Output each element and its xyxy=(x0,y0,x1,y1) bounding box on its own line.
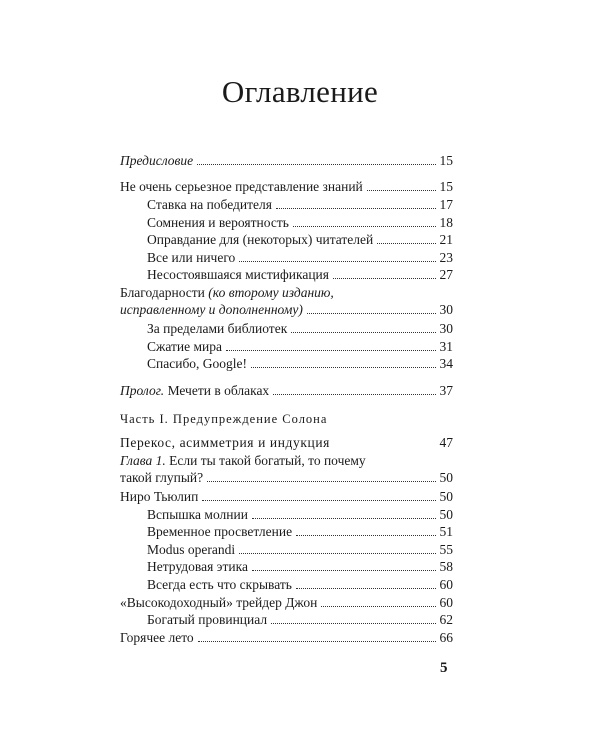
toc-page: 60 xyxy=(439,577,453,592)
toc-entry-google[interactable] xyxy=(147,355,453,372)
toc-label: Modus operandi xyxy=(147,542,236,557)
toc-entry-compress[interactable] xyxy=(147,338,453,355)
dot-leader xyxy=(239,552,435,554)
toc-label: Сомнения и вероятность xyxy=(147,215,289,230)
toc-page: 37 xyxy=(439,383,453,398)
toc-label: Перекос, асимметрия и индукция xyxy=(120,435,330,450)
part-heading: Часть I. Предупреждение Солона xyxy=(120,412,328,426)
toc-label: Всегда есть что скрывать xyxy=(147,577,292,592)
dot-leader xyxy=(207,480,435,482)
toc-entry-excuse[interactable] xyxy=(147,231,453,248)
dot-leader xyxy=(271,622,435,624)
dot-leader xyxy=(293,225,436,227)
toc-entry-lightning[interactable] xyxy=(147,506,453,523)
toc-page: 51 xyxy=(439,524,453,539)
toc-page: 34 xyxy=(439,356,453,371)
toc-entry-nero[interactable] xyxy=(120,488,453,505)
dot-leader xyxy=(252,517,436,519)
toc-label-italic: исправленному и дополненному) xyxy=(120,302,303,317)
toc-label: Предисловие xyxy=(120,153,194,168)
toc-label-italic: (ко второму изданию, xyxy=(208,285,334,300)
toc-entry-chapter1[interactable] xyxy=(120,452,453,486)
dot-leader xyxy=(252,569,436,571)
toc-entry-part1[interactable] xyxy=(120,434,453,451)
toc-label-italic: Пролог. xyxy=(120,383,165,398)
toc-page: 15 xyxy=(439,179,453,194)
toc-page: 27 xyxy=(439,267,453,282)
toc-entry-john[interactable] xyxy=(120,594,453,611)
toc-label: Нетрудовая этика xyxy=(147,559,248,574)
page-number: 5 xyxy=(440,660,448,676)
toc-label: За пределами библиотек xyxy=(147,321,288,336)
toc-label: Сжатие мира xyxy=(147,339,222,354)
dot-leader xyxy=(333,277,436,279)
dot-leader xyxy=(367,189,436,191)
toc-entry-thanks[interactable] xyxy=(120,284,453,318)
dot-leader xyxy=(296,587,436,589)
toc-page: 31 xyxy=(439,339,453,354)
toc-label-plain: Мечети в облаках xyxy=(164,383,270,398)
toc-label: Временное просветление xyxy=(147,524,293,539)
toc-label: Оправдание для (некоторых) читателей xyxy=(147,232,374,247)
toc-entry-libraries[interactable] xyxy=(147,320,453,337)
toc-entry-modus[interactable] xyxy=(147,541,453,558)
dot-leader xyxy=(273,393,435,395)
toc-entry-prologue[interactable] xyxy=(120,382,453,399)
dot-leader xyxy=(321,605,435,607)
toc-label: Горячее лето xyxy=(120,630,194,645)
toc-label: Ставка на победителя xyxy=(147,197,272,212)
spacer xyxy=(334,446,436,447)
toc-label: Не очень серьезное представление знаний xyxy=(120,179,363,194)
dot-leader xyxy=(276,207,436,209)
toc-entry-doubt[interactable] xyxy=(147,214,453,231)
dot-leader xyxy=(226,349,436,351)
toc-label: Вспышка молнии xyxy=(147,507,248,522)
toc-label: Богатый провинциал xyxy=(147,612,268,627)
toc-page: 50 xyxy=(439,489,453,504)
toc-page: 47 xyxy=(439,435,453,450)
toc-entry-bet[interactable] xyxy=(147,196,453,213)
toc-label xyxy=(120,382,269,399)
toc-label: Несостоявшаяся мистификация xyxy=(147,267,329,282)
toc-page: 23 xyxy=(439,250,453,265)
dot-leader xyxy=(251,366,435,368)
toc-page: 18 xyxy=(439,215,453,230)
dot-leader xyxy=(291,331,435,333)
toc-label: Все или ничего xyxy=(147,250,236,265)
toc-page: 21 xyxy=(439,232,453,247)
toc-entry-hide[interactable] xyxy=(147,576,453,593)
toc-entry-mystify[interactable] xyxy=(147,266,453,283)
toc-page: 15 xyxy=(439,153,453,168)
page-title: Оглавление xyxy=(221,74,379,109)
toc-entry-enlight[interactable] xyxy=(147,523,453,540)
toc-page: 66 xyxy=(439,630,453,645)
toc-page: 55 xyxy=(439,542,453,557)
dot-leader xyxy=(239,260,435,262)
toc-label: «Высокодоходный» трейдер Джон xyxy=(120,595,318,610)
toc-label: Ниро Тьюлип xyxy=(120,489,199,504)
toc-page: 30 xyxy=(439,321,453,336)
toc-page: 50 xyxy=(439,470,453,485)
toc-label: Спасибо, Google! xyxy=(147,356,248,371)
dot-leader xyxy=(307,312,436,314)
toc-page: 62 xyxy=(439,612,453,627)
toc-label: такой глупый? xyxy=(120,470,204,485)
toc-label: Если ты такой богатый, то почему xyxy=(165,453,366,468)
dot-leader xyxy=(197,163,435,165)
toc-page: 17 xyxy=(439,197,453,212)
dot-leader xyxy=(202,499,435,501)
toc-entry-preface[interactable] xyxy=(120,152,453,169)
dot-leader xyxy=(377,242,435,244)
toc-entry-summer[interactable] xyxy=(120,629,453,646)
toc-label: Благодарности xyxy=(120,285,209,300)
toc-label-italic: Глава 1. xyxy=(120,453,166,468)
toc-page: 60 xyxy=(439,595,453,610)
toc-entry-ethic[interactable] xyxy=(147,558,453,575)
toc-entry-intro[interactable] xyxy=(120,178,453,195)
toc-page: 30 xyxy=(439,302,453,317)
toc-entry-provincial[interactable] xyxy=(147,611,453,628)
dot-leader xyxy=(296,534,435,536)
toc-page: 50 xyxy=(439,507,453,522)
toc-page: 58 xyxy=(439,559,453,574)
toc-entry-allornothing[interactable] xyxy=(147,249,453,266)
dot-leader xyxy=(198,640,436,642)
